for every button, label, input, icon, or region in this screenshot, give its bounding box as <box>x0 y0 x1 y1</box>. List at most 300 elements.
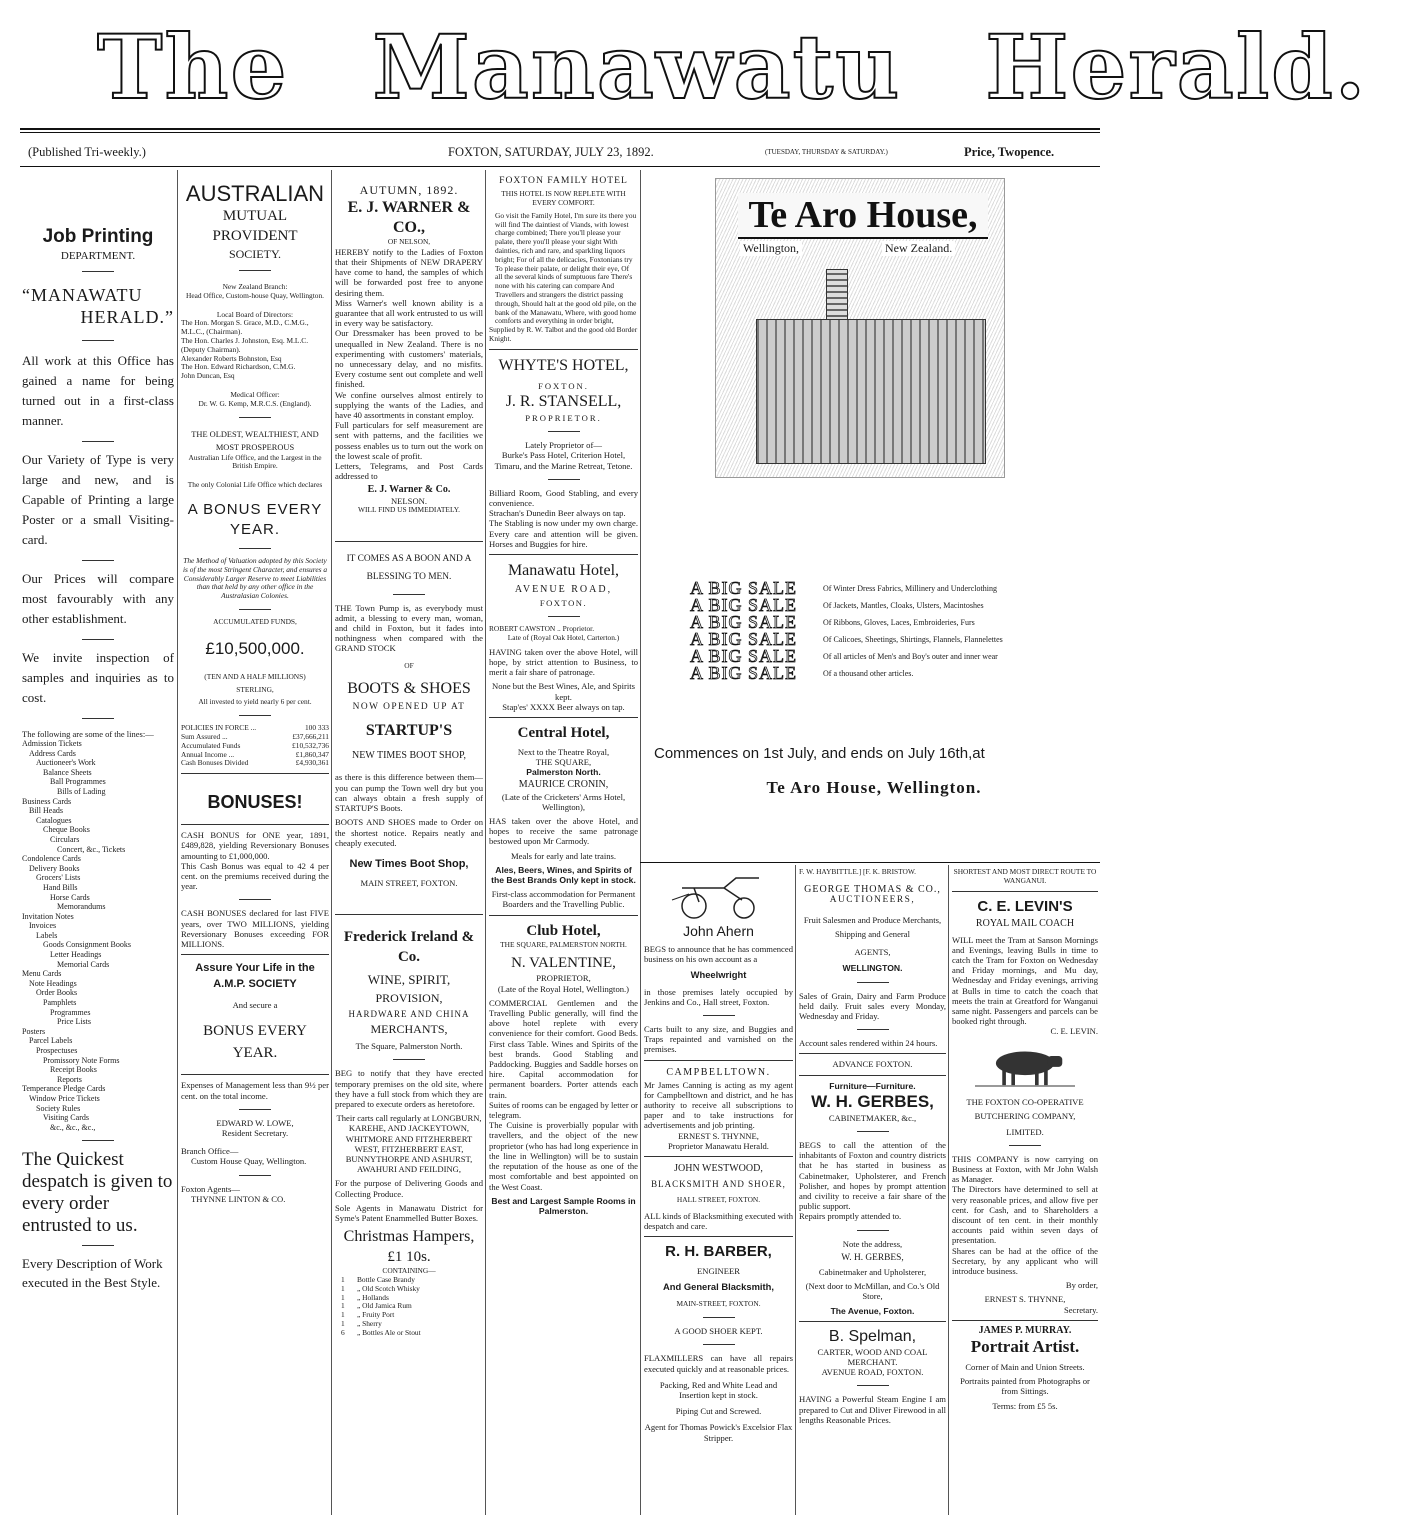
ireland-notice: BEG to notify that they have erected temporary premises on the old site, where they have a full stock from which they are prepared to execute orders as heretofore. <box>335 1068 483 1109</box>
thynne-title: Proprietor Manawatu Herald. <box>668 1140 769 1151</box>
director: John Duncan, Esq <box>181 371 235 381</box>
portrait-note: Portraits painted from Photographs or from Sittings. <box>960 1376 1090 1397</box>
boots-shoes-heading: BOOTS & SHOES <box>347 680 471 698</box>
account-sales: Account sales rendered within 24 hours. <box>799 1038 938 1049</box>
foxton-agents: THYNNE LINTON & CO. <box>191 1193 286 1204</box>
sales-schedule: Sales of Grain, Dairy and Farm Produce held daily. Fruit sales every Monday, Wednesday and Friday. <box>799 990 946 1022</box>
printing-line-item: Concert, &c., Tickets <box>57 844 126 854</box>
largest-office: Australian Life Office, and the Largest in the British Empire. <box>188 452 322 471</box>
strachans-beer: Strachan's Dunedin Beer always on tap. <box>489 508 626 519</box>
stats-label: Annual Income ... <box>181 749 235 759</box>
printing-line-item: Hand Bills <box>43 882 78 892</box>
warner-location: OF NELSON, <box>387 237 431 246</box>
hamper-desc: „ Fruity Port <box>357 1310 395 1320</box>
cash-bonus-equal: This Cash Bonus was equal to 42 4 per cent. on the premiums received during the year. <box>181 860 329 892</box>
hamper-desc: „ Old Jamica Rum <box>357 1301 412 1311</box>
warner-p6: Letters, Telegrams, and Post Cards addressed to <box>335 461 483 482</box>
branch-label: New Zealand Branch: <box>222 282 288 291</box>
meals-trains: Meals for early and late trains. <box>511 850 616 861</box>
club-cuisine: The Cuisine is proverbially popular with travellers, and the object of the new proprietor (who has had long experience in the line in Wellington) will be to sustain the reputation of the house as one of the most comfortable and best appointed on the West Coast. <box>489 1120 638 1192</box>
quick-despatch: The Quickest despatch is given to every order entrusted to us. <box>22 1149 173 1237</box>
printing-line-item: Address Cards <box>29 748 76 758</box>
printing-line-item: Price Lists <box>57 1017 91 1027</box>
printing-line-item: Invoices <box>29 921 57 931</box>
printing-line-item: Balance Sheets <box>43 767 92 777</box>
barber-name: R. H. BARBER, <box>665 1243 772 1261</box>
printing-line-item: Promissory Note Forms <box>43 1055 120 1065</box>
levin-column <box>952 868 1098 1513</box>
partners: F. W. HAYBITTLE.] [F. K. BRISTOW. <box>799 867 917 876</box>
butchering-company: THE FOXTON CO-OPERATIVE BUTCHERING COMPANY, <box>966 1096 1084 1121</box>
westwood-name: JOHN WESTWOOD, <box>674 1163 763 1175</box>
sale-item: Of Calicoes, Sheetings, Shirtings, Flannels, Flannelettes <box>823 635 1003 644</box>
note-address: Note the address, <box>842 1238 903 1249</box>
valentine-late: (Late of the Royal Hotel, Wellington.) <box>497 983 630 994</box>
hamper-desc: Bottle Case Brandy <box>357 1274 415 1284</box>
issue-date: FOXTON, SATURDAY, JULY 23, 1892. <box>448 145 654 159</box>
company-secretary-title: Secretary. <box>1063 1304 1098 1315</box>
oldest-office: THE OLDEST, WEALTHIEST, AND MOST PROSPEROUS <box>191 429 319 452</box>
merchants: MERCHANTS, <box>370 1022 448 1037</box>
gerbes-name: W. H. GERBES, <box>811 1091 934 1111</box>
central-palmerston: Palmerston North. <box>526 767 601 778</box>
whytes-hotel: WHYTE'S HOTEL, <box>498 356 629 374</box>
flaxmillers: FLAXMILLERS can have all repairs executed quickly and at reasonable prices. <box>644 1353 793 1374</box>
canning-agent: Mr James Canning is acting as my agent for Campbelltown and district, and he has authority to receive all subscriptions to paper and to take instructions for advertisements and job printing. <box>644 1079 793 1131</box>
thynne-name: ERNEST S. THYNNE, <box>678 1130 759 1141</box>
royal-mail-coach: ROYAL MAIL COACH <box>975 917 1075 929</box>
stats-label: Accumulated Funds <box>181 740 241 750</box>
printing-line-item: Grocers' Lists <box>36 873 81 883</box>
issue-days: (TUESDAY, THURSDAY & SATURDAY.) <box>765 148 888 156</box>
printing-line-item: Note Headings <box>29 978 77 988</box>
hamper-qty: 1 <box>341 1292 345 1302</box>
funds-sterling: STERLING, <box>236 684 274 694</box>
carriage-icon <box>664 870 774 920</box>
stats-value: £37,666,211 <box>292 731 329 741</box>
printing-line-item: Posters <box>22 1026 46 1036</box>
directors-note: The Directors have determined to sell at very reasonable prices, and allow five per cent. for Cash, and to Shareholders a discount of ten cent. in their monthly accounts paid within seven days of presentation. <box>952 1184 1098 1246</box>
stats-label: POLICIES IN FORCE ... <box>181 723 257 733</box>
printing-lines-list <box>22 739 174 1132</box>
medical-officer-label: Medical Officer: <box>230 389 280 399</box>
printing-line-item: Goods Consignment Books <box>43 940 132 950</box>
lines-intro: The following are some of the lines:— <box>22 729 154 739</box>
westwood-trade: BLACKSMITH AND SHOER, <box>651 1179 786 1190</box>
printing-line-item: Bills of Lading <box>57 786 106 796</box>
bonus-every-year-footer: BONUS EVERY YEAR. <box>203 1023 307 1062</box>
accumulated-funds-label: ACCUMULATED FUNDS, <box>213 616 297 626</box>
stats-row <box>181 759 329 768</box>
column-three <box>335 170 483 1515</box>
whytes-location: FOXTON. <box>538 380 589 391</box>
cawston-late: Late of (Royal Oak Hotel, Carterton.) <box>507 632 620 642</box>
gerbes-name-2: W. H. GERBES, <box>841 1252 904 1263</box>
branch-office-label: Branch Office— <box>181 1146 239 1157</box>
masthead-title <box>55 15 1368 120</box>
levin-heading: C. E. LEVIN'S <box>977 897 1073 915</box>
printing-line-item: Labels <box>36 930 58 940</box>
manawatu-hotel-location: FOXTON. <box>539 597 588 608</box>
westwood-notice: ALL kinds of Blacksmithing executed with despatch and care. <box>644 1210 793 1232</box>
printing-line-item: Invitation Notes <box>22 911 74 921</box>
club-commercial: COMMERCIAL Gentlemen and the Travelling Public generally, will find the above hotel replete with every convenience for their comfort. Good Beds. First class Table. Wines and Spirits of the best brands. Good Stabling and Paddocking. Buggies and Saddle horses on hire. Capital accommodation for permanent boarders. Porter attends each train. <box>489 997 638 1100</box>
dateline-rule <box>20 166 1100 167</box>
autumn-heading: AUTUMN, 1892. <box>359 183 459 197</box>
printing-line-item: Catalogues <box>36 815 72 825</box>
building-tower-icon <box>826 269 848 324</box>
funds-yield: All invested to yield nearly 6 per cent. <box>198 697 312 707</box>
issue-price: Price, Twopence. <box>964 145 1055 159</box>
bonuses-heading: BONUSES! <box>207 792 303 813</box>
building-icon <box>756 319 986 464</box>
cash-bonus-1891: CASH BONUS for ONE year, 1891, £489,828, yielding Reversionary Bonuses amounting to £1,000,000. <box>181 830 329 861</box>
bull-icon <box>975 1043 1075 1089</box>
assure-your-life: Assure Your Life in the A.M.P. SOCIETY <box>195 962 315 991</box>
hamper-containing: CONTAINING— <box>382 1266 436 1276</box>
printing-line-item: Delivery Books <box>29 863 80 873</box>
declares-bonus: The only Colonial Life Office which declares <box>187 480 323 490</box>
job-printing-column <box>22 170 174 1515</box>
job-printing-heading: Job Printing <box>42 226 154 247</box>
company-secretary-name: ERNEST S. THYNNE, <box>984 1294 1066 1305</box>
printing-line-item: Visiting Cards <box>43 1113 89 1123</box>
society-stats-table <box>181 724 329 768</box>
director: The Hon. Morgan S. Grace, M.D., C.M.G., M.L.C., (Chairman). <box>181 318 309 337</box>
hamper-qty: 6 <box>341 1327 345 1337</box>
head-office: Head Office, Custom-house Quay, Wellington. <box>185 290 325 300</box>
best-wines: None but the Best Wines, Ale, and Spirits kept. <box>492 681 635 702</box>
portrait-terms: Terms: from £5 5s. <box>992 1400 1058 1411</box>
printing-line-item: Business Cards <box>22 796 72 806</box>
auctioneers-column <box>799 868 946 1513</box>
printing-line-item: Auctioneer's Work <box>36 758 96 768</box>
printing-line-item: Letter Headings <box>50 950 102 960</box>
avenue-road: AVENUE ROAD, <box>514 583 613 595</box>
printing-line-item: Order Books <box>36 988 78 998</box>
hamper-qty: 1 <box>341 1310 345 1320</box>
murray-name: JAMES P. MURRAY. <box>978 1324 1072 1336</box>
and-secure: And secure a <box>232 1000 278 1011</box>
by-order: By order, <box>1065 1280 1098 1291</box>
te-aro-nz: New Zealand. <box>882 241 955 256</box>
company-notice: THIS COMPANY is now carrying on Business at Foxton, with Mr John Walsh as Manager. <box>952 1153 1098 1185</box>
medical-officer: Dr. W. G. Kemp, M.R.C.S. (England). <box>198 398 312 408</box>
amp-society-column <box>181 170 329 1515</box>
sale-item: Of Winter Dress Fabrics, Millinery and Underclothing <box>823 584 997 593</box>
barber-engineer: ENGINEER <box>697 1266 740 1277</box>
column-rule <box>177 170 178 1515</box>
ad-bottom-rule <box>640 862 1100 863</box>
spelman-trade: CARTER, WOOD AND COAL MERCHANT. <box>817 1346 928 1368</box>
gerbes-cabinetmaker: CABINETMAKER, &c., <box>828 1112 917 1123</box>
manawatu-hotel: Manawatu Hotel, <box>507 561 620 579</box>
amp-title-3: SOCIETY. <box>228 247 282 261</box>
square-address: The Square, Palmerston North. <box>355 1041 463 1052</box>
warner-p3: Our Dressmaker has been proved to be unequalled in New Zealand. There is no experimenting with customers' materials, no unnecessary delay, and no misfits. Every costume sent out complete and well finished. <box>335 328 483 390</box>
central-square: THE SQUARE, <box>535 757 592 768</box>
advance-foxton: ADVANCE FOXTON. <box>832 1059 913 1070</box>
printing-line-item: Memorandums <box>57 902 106 912</box>
frederick-ireland-heading: Frederick Ireland & Co. <box>343 929 475 966</box>
ales-beers: Ales, Beers, Wines, and Spirits of the Best Brands Only kept in stock. <box>491 864 636 886</box>
column-rule <box>948 865 949 1515</box>
cash-bonus-five-years: CASH BONUSES declared for last FIVE years, over TWO MILLIONS, yielding Reversionary Bonuses exceeding FOR MILLIONS. <box>181 908 329 949</box>
bonus-every-year-heading: A BONUS EVERY YEAR. <box>187 500 323 538</box>
department-label: DEPARTMENT. <box>60 250 136 262</box>
printing-line-item: Condolence Cards <box>22 854 81 864</box>
ireland-carts: Their carts call regularly at LONGBURN, KAREHE, AND JACKEYTOWN, WHITMORE AND FITZHERBERT WEST, FITZHERBERT EAST, BUNNYTHORPE AND ASHURST, AWAHURI AND FEILDING, <box>336 1113 482 1175</box>
furniture-heading: Furniture—Furniture. <box>829 1080 916 1091</box>
big-sale-label: A BIG SALE <box>690 595 798 615</box>
murray-address: Corner of Main and Union Streets. <box>965 1362 1085 1373</box>
warner-p5: Full particulars for self measurement are sent with patterns, and the facilities we possess enables us to turn out the work on the lowest scale of profit. <box>335 420 483 461</box>
sale-item: Of a thousand other articles. <box>823 669 914 678</box>
printing-line-item: Temperance Pledge Cards <box>22 1084 106 1094</box>
cronin-late: (Late of the Cricketers' Arms Hotel, Wellington), <box>501 791 626 812</box>
herald-heading: HERALD.” <box>80 307 174 327</box>
staples-beer: Stap'es' XXXX Beer always on tap. <box>502 701 625 712</box>
town-pump: THE Town Pump is, as everybody must admit, a blessing to every man, woman, and child in Foxton, but it fades into nothingness when compared with the GRAND STOCK <box>335 602 483 654</box>
new-times-footer: New Times Boot Shop, <box>349 857 469 870</box>
director: The Hon. Edward Richardson, C.M.G. <box>181 362 296 372</box>
provision: PROVISION, <box>375 991 443 1006</box>
warner-p4: We confine ourselves almost entirely to supplying the wants of the Ladies, and have 40 assortments in constant employ. <box>335 389 483 421</box>
hotels-column <box>489 170 638 1515</box>
accumulated-funds-value: £10,500,000. <box>205 638 305 658</box>
club-sample-rooms: Best and Largest Sample Rooms in Palmerston. <box>491 1195 636 1216</box>
column-rule <box>485 170 486 1515</box>
amp-title-1: AUSTRALIAN <box>185 181 325 206</box>
hamper-desc: „ Hollands <box>357 1292 389 1302</box>
hamper-contents <box>335 1276 483 1338</box>
boon-heading: IT COMES AS A BOON AND A BLESSING TO MEN. <box>346 553 472 582</box>
published-note: (Published Tri-weekly.) <box>28 145 146 159</box>
masthead-word-the: The <box>97 15 289 119</box>
printing-line-item: Bill Heads <box>29 806 63 816</box>
main-street: MAIN STREET, FOXTON. <box>360 877 458 888</box>
proprietor-label: PROPRIETOR. <box>525 412 602 423</box>
ahern-begs: BEGS to announce that he has commenced business on his own account as a <box>644 944 793 965</box>
hamper-qty: 1 <box>341 1318 345 1328</box>
sale-item: Of Jackets, Mantles, Cloaks, Ulsters, Macintoshes <box>823 601 984 610</box>
printing-line-item: Reports <box>57 1074 82 1084</box>
te-aro-engraving <box>715 178 1005 478</box>
paragraph-reputation: All work at this Office has gained a name for being turned out in a first-class manner. <box>22 353 174 428</box>
made-to-order: BOOTS AND SHOES made to Order on the shortest notice. Repairs neatly and cheaply executed. <box>335 817 483 848</box>
printing-line-item: Window Price Tickets <box>29 1093 100 1103</box>
secretary-name: EDWARD W. LOWE, <box>216 1117 294 1128</box>
sale-item: Of all articles of Men's and Boy's outer and inner wear <box>823 652 998 661</box>
printing-line-item: Horse Cards <box>50 892 90 902</box>
coach-notice: WILL meet the Tram at Sanson Mornings and Evenings, leaving Bulls in time to catch the Tram for Foxton on Wednesday and Friday mornings, and Mu day, Wednesday and Friday evenings, arriving at Bulls in time to catch the coach that meets the train at Greatford for Wanganui same night. Passengers and parcels can be booked right through. <box>952 934 1098 1027</box>
board-label: Local Board of Directors: <box>216 309 294 319</box>
big-sale-label: A BIG SALE <box>690 612 798 632</box>
wine-spirit: WINE, SPIRIT, <box>367 972 451 988</box>
column-rule <box>640 170 641 1515</box>
agents-label: AGENTS, <box>854 947 891 958</box>
auctioneers: AUCTIONEERS, <box>829 895 916 905</box>
previous-hotels: Burke's Pass Hotel, Criterion Hotel, Timaru, and the Marine Retreat, Tetone. <box>494 450 633 471</box>
warner-signature: E. J. Warner & Co. <box>367 484 451 496</box>
director: Alexander Roberts Bohnston, Esq <box>181 353 282 363</box>
printing-line-item: Programmes <box>50 1007 91 1017</box>
gerbes-repairs: Repairs promptly attended to. <box>799 1211 902 1222</box>
printing-line-item: Parcel Labels <box>29 1036 73 1046</box>
warner-find: WILL FIND US IMMEDIATELY. <box>358 504 460 514</box>
ahern-carts: Carts built to any size, and Buggies and Traps repainted and varnished on the premises. <box>644 1024 793 1055</box>
te-aro-title: Te Aro House, <box>738 193 988 239</box>
printing-line-item: Receipt Books <box>50 1065 97 1075</box>
printing-line-item: Cheque Books <box>43 825 90 835</box>
packing: Packing, Red and White Lead and Insertion kept in stock. <box>659 1379 778 1401</box>
warner-nelson: NELSON. <box>390 495 428 506</box>
of-label: OF <box>404 660 414 670</box>
levin-signature: C. E. LEVIN. <box>1050 1026 1098 1037</box>
barber-blacksmith: And General Blacksmith, <box>663 1281 774 1293</box>
hamper-desc: „ Old Scotch Whisky <box>357 1283 420 1293</box>
stats-value: £4,930,361 <box>295 758 329 768</box>
shortest-route: SHORTEST AND MOST DIRECT ROUTE TO WANGANUI. <box>953 867 1097 885</box>
printing-line-item: Society Rules <box>36 1103 81 1113</box>
central-hotel: Central Hotel, <box>517 725 610 741</box>
stats-value: £1,860,347 <box>295 749 329 759</box>
hamper-desc: „ Sherry <box>357 1318 382 1328</box>
valentine-name: N. VALENTINE, <box>511 955 616 972</box>
gerbes-avenue: The Avenue, Foxton. <box>830 1305 915 1316</box>
now-opened: NOW OPENED UP AT <box>352 702 466 713</box>
stansell-name: J. R. STANSELL, <box>505 392 622 410</box>
hamper-item <box>335 1329 483 1338</box>
valuation-method: The Method of Valuation adopted by this Society is of the most Stringent Character, and ensures a Considerably Larger Reserve to meet Liabilities than that held by any other office in the Australasian Colonies. <box>182 555 328 601</box>
te-aro-wellington: Wellington, <box>740 241 802 256</box>
cronin-notice: HAS taken over the above Hotel, and hopes to receive the same patronage bestowed upon Mr Carmody. <box>489 816 638 847</box>
christmas-hampers: Christmas Hampers, <box>343 1228 475 1246</box>
printing-line-item: Menu Cards <box>22 969 62 979</box>
hamper-qty: 1 <box>341 1301 345 1311</box>
club-suites: Suites of rooms can be engaged by letter or telegram. <box>489 1099 638 1121</box>
new-times-boot-shop: NEW TIMES BOOT SHOP, <box>352 750 466 762</box>
stats-label: Sum Assured ... <box>181 731 228 741</box>
hardware-china: HARDWARE AND CHINA <box>348 1009 470 1020</box>
big-sale-label: A BIG SALE <box>690 578 798 598</box>
westwood-address: HALL STREET, FOXTON. <box>676 1195 761 1205</box>
stats-label: Cash Bonuses Divided <box>181 758 249 768</box>
powick-agent: Agent for Thomas Powick's Excelsior Flax Stripper. <box>644 1422 793 1443</box>
family-hotel-poem: Go visit the Family Hotel, I'm sure its there you will find The daintiest of Viands, with lowest charge combined; There you'll please your palate, there you'll please your sight With dainties, rich and rare, and sparkling liquors bright; For of all the delicacies, Foxtonians try To please their palate, or delight their eye, Of all the several kinds of sumptuous fare There's none with his catering can compare And Travellers and strangers the district passing through, Should halt at the good old pile, on the bank of the Manawatu, Where, with good home comforts and everything in order bright, <box>495 210 637 326</box>
column-rule <box>795 865 796 1515</box>
wellington-label: WELLINGTON. <box>842 963 903 974</box>
warner-p1: HEREBY notify to the Ladies of Foxton that their Shipments of NEW DRAPERY have come to hand, the samples of which will be forwarded post free to anyone desiring them. <box>335 246 483 298</box>
big-sale-label: A BIG SALE <box>690 629 798 649</box>
family-hotel-heading: FOXTON FAMILY HOTEL <box>499 175 628 186</box>
manawatu-heading: “MANAWATU <box>22 285 143 305</box>
director: The Hon. Charles J. Johnston, Esq. M.L.C. (Deputy Chairman). <box>181 335 309 354</box>
printing-line-item: Pamphlets <box>43 998 77 1008</box>
funds-words: (TEN AND A HALF MILLIONS) <box>204 671 306 681</box>
sale-location: Te Aro House, Wellington. <box>766 778 982 797</box>
masthead-word-herald: Herald. <box>985 15 1368 119</box>
valentine-proprietor: PROPRIETOR, <box>536 973 591 984</box>
stabling-note: The Stabling is now under my own charge. Every care and attention will be given. Horses and Buggies for hire. <box>489 518 638 549</box>
ireland-agents: Sole Agents in Manawatu District for Syme's Patent Enammelled Butter Boxes. <box>335 1202 483 1223</box>
column-rule <box>331 170 332 1515</box>
cawston-proprietor: ROBERT CAWSTON .. Proprietor. <box>489 624 595 634</box>
masthead-word-manawatu: Manawatu <box>372 15 902 119</box>
printing-line-item: Circulars <box>50 834 80 844</box>
barber-address: MAIN-STREET, FOXTON. <box>676 1299 761 1309</box>
club-address: THE SQUARE, PALMERSTON NORTH. <box>500 939 627 949</box>
gerbes-notice: BEGS to call the attention of the inhabitants of Foxton and country districts that he has started in business as Cabinetmaker, Upholsterer, and French Polisher, and hopes by prompt attention and civility to receive a fair share of the public support. <box>799 1140 946 1212</box>
printing-line-item: Ball Programmes <box>50 777 106 787</box>
cawston-notice: HAVING taken over the above Hotel, will hope, by strict attention to Business, to merit a fair share of patronage. <box>489 646 638 678</box>
central-next: Next to the Theatre Royal, <box>517 747 610 757</box>
campbelltown: CAMPBELLTOWN. <box>666 1066 771 1078</box>
gerbes-upholsterer: Cabinetmaker and Upholsterer, <box>818 1267 927 1278</box>
stats-value: £10,532,736 <box>292 740 329 750</box>
printing-line-item: Memorial Cards <box>57 959 110 969</box>
warner-heading: E. J. WARNER & CO., <box>347 199 471 236</box>
paragraph-prices: Our Prices will compare most favourably with any other establishment. <box>22 571 174 626</box>
spelman-notice: HAVING a Powerful Steam Engine I am prepared to Cut and Dliver Firewood in all lengths Reasonable Prices. <box>799 1394 946 1425</box>
big-sale-label: A BIG SALE <box>690 646 798 666</box>
dateline <box>20 139 1100 165</box>
secretary-title: Resident Secretary. <box>221 1127 289 1138</box>
hamper-price: £1 10s. <box>387 1249 431 1266</box>
big-sale-label: A BIG SALE <box>690 663 798 683</box>
stats-value: 100 333 <box>304 723 329 733</box>
ahern-column <box>644 868 793 1513</box>
paragraph-variety: Our Variety of Type is very large and new, and is Capable of Printing a large Poster or a small Visiting-card. <box>22 452 174 547</box>
warner-p2: Miss Warner's well known ability is a guarantee that all work entrusted to us will in every way be satisfactory. <box>335 297 483 329</box>
expenses-note: Expenses of Management less than 9½ per cent. on the total income. <box>181 1080 329 1101</box>
limited-label: LIMITED. <box>1006 1126 1044 1137</box>
good-shoer: A GOOD SHOER KEPT. <box>674 1326 763 1337</box>
printing-line-item: Prospectuses <box>36 1046 78 1055</box>
hamper-qty: 1 <box>341 1274 345 1284</box>
masthead-rule-thin <box>20 132 1100 133</box>
shares-note: Shares can be had at the office of the Secretary, by any applicant who will introduce business. <box>952 1245 1098 1277</box>
masthead-rule <box>20 128 1100 130</box>
foxton-agents-label: Foxton Agents— <box>181 1183 240 1194</box>
ireland-purpose: For the purpose of Delivering Goods and Collecting Produce. <box>335 1178 483 1199</box>
ahern-premises: in those premises lately occupied by Jenkins and Co., Hall street, Foxton. <box>644 986 793 1007</box>
printing-line-item: Admission Tickets <box>22 739 82 748</box>
sale-item: Of Ribbons, Gloves, Laces, Embroideries, Furs <box>823 618 975 627</box>
amp-title-2: MUTUAL PROVIDENT <box>212 208 298 244</box>
gerbes-next-door: (Next door to McMillan, and Co.'s Old Store, <box>805 1281 940 1302</box>
wheelwright: Wheelwright <box>690 969 747 981</box>
lately-proprietor: Lately Proprietor of— <box>525 440 602 451</box>
printing-line-item: &c., &c., &c., <box>50 1122 96 1132</box>
ahern-name: John Ahern <box>683 923 754 939</box>
portrait-artist: Portrait Artist. <box>970 1337 1080 1357</box>
fruit-salesmen: Fruit Salesmen and Produce Merchants, Shipping and General <box>803 915 942 940</box>
family-hotel-supplied: Supplied by R. W. Talbot and the good old Border Knight. <box>489 325 638 343</box>
hamper-qty: 1 <box>341 1283 345 1293</box>
billiard-room: Billiard Room, Good Stabling, and every convenience. <box>489 487 638 508</box>
spelman-name: B. Spelman, <box>828 1327 917 1345</box>
sale-dates: Commences on 1st July, and ends on July 16th,at <box>654 745 985 762</box>
first-class: First-class accommodation for Permanent Boarders and the Travelling Public. <box>491 889 636 910</box>
startups-heading: STARTUP'S <box>365 722 453 740</box>
hamper-desc: „ Bottles Ale or Stout <box>357 1327 421 1337</box>
family-hotel-replete: THIS HOTEL IS NOW REPLETE WITH EVERY COMFORT. <box>501 189 626 207</box>
club-hotel: Club Hotel, <box>526 922 601 939</box>
piping: Piping Cut and Screwed. <box>675 1406 762 1417</box>
spelman-address: AVENUE ROAD, FOXTON. <box>821 1367 924 1378</box>
paragraph-inspection: We invite inspection of samples and inquiries as to cost. <box>22 650 174 705</box>
